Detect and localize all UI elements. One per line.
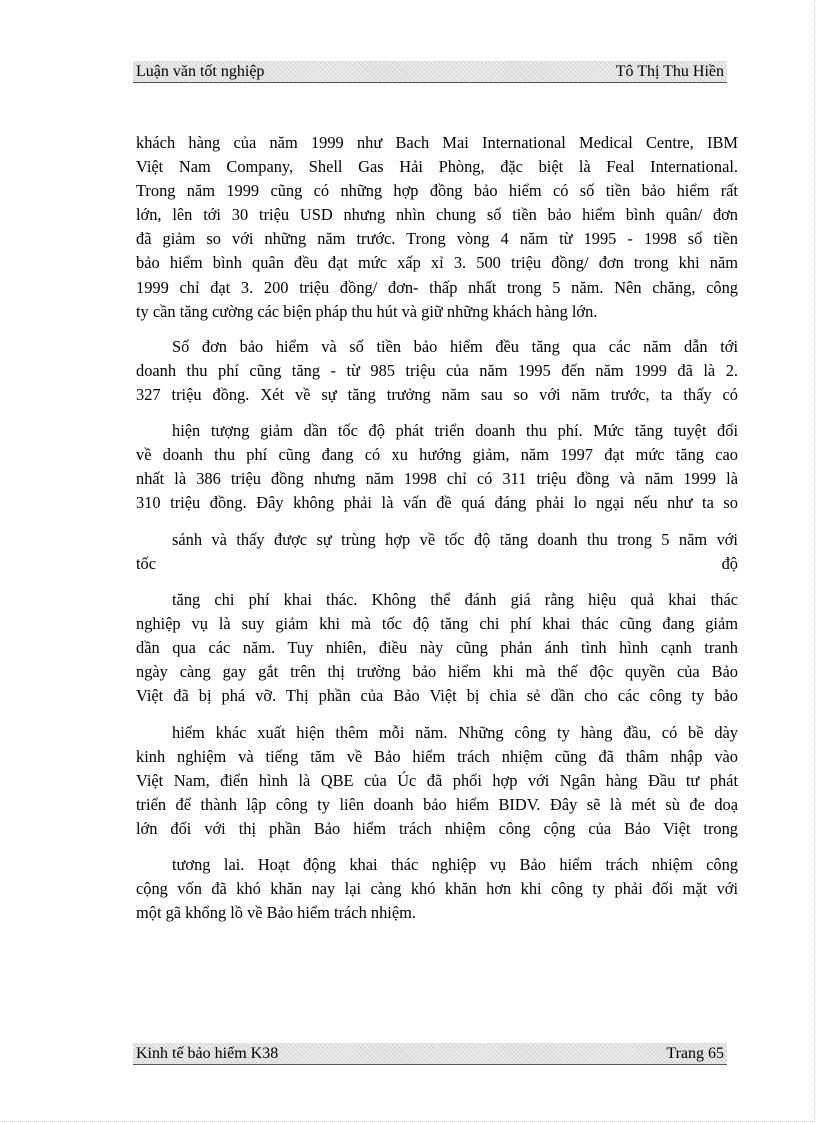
text-line: tương lai. Hoạt động khai thác nghiệp vụ Bảo hiểm trách nhiệm công bbox=[172, 855, 738, 874]
text-line: khách hàng của năm 1999 như Bach Mai International Medical Centre, IBM bbox=[136, 133, 738, 152]
paragraph bbox=[136, 853, 738, 925]
text-line: nhất là 386 triệu đồng nhưng năm 1998 chỉ có 311 triệu đồng và năm 1999 là bbox=[136, 469, 738, 489]
paragraph bbox=[136, 721, 738, 841]
text-line: về doanh thu phí cũng đang có xu hướng giảm, năm 1997 đạt mức tăng cao bbox=[136, 445, 738, 465]
text-line: Trong năm 1999 cũng có những hợp đồng bảo hiểm có số tiền bảo hiểm rất bbox=[136, 181, 738, 201]
header-author: Tô Thị Thu Hiền bbox=[615, 62, 724, 80]
text-line: Việt đã bị phá vỡ. Thị phần của Bảo Việt bị chia sẻ dần cho các công ty bảo bbox=[136, 686, 738, 706]
page-number: Trang 65 bbox=[666, 1044, 724, 1062]
text-line: hiểm khác xuất hiện thêm mỗi năm. Những công ty hàng đầu, có bề dày bbox=[172, 723, 738, 742]
paragraph bbox=[136, 131, 738, 324]
text-line: 310 triệu đồng. Đây không phải là vấn đề quá đáng phải lo ngại nếu như ta so bbox=[136, 493, 738, 513]
paragraph bbox=[136, 588, 738, 708]
header-left-title: Luận văn tốt nghiệp bbox=[136, 62, 265, 80]
footer-course: Kinh tế bảo hiểm K38 bbox=[136, 1044, 279, 1062]
text-line: kinh nghiệm và tiếng tăm về Bảo hiểm trách nhiệm cũng đã thâm nhập vào bbox=[136, 747, 738, 767]
text-line: đã giảm so với những năm trước. Trong vòng 4 năm từ 1995 - 1998 số tiền bbox=[136, 229, 738, 249]
text-line: nghiệp vụ là suy giảm khi mà tốc độ tăng chi phí khai thác cũng đang giảm bbox=[136, 614, 738, 634]
text-line: 1999 chỉ đạt 3. 200 triệu đồng/ đơn- thấp nhất trong 5 năm. Nên chăng, công bbox=[136, 277, 738, 297]
page-header bbox=[133, 61, 727, 83]
text-line: sánh và thấy được sự trùng hợp về tốc độ tăng doanh thu trong 5 năm với bbox=[172, 530, 738, 549]
text-line: tăng chi phí khai thác. Không thể đánh giá rằng hiệu quả khai thác bbox=[172, 590, 738, 609]
text-line: cộng vốn đã khó khăn nay lại càng khó khăn hơn khi công ty phải đối mặt với bbox=[136, 879, 738, 899]
text-line: Số đơn bảo hiểm và số tiền bảo hiểm đều tăng qua các năm dẫn tới bbox=[172, 337, 738, 356]
text-line: 327 triệu đồng. Xét về sự tăng trưởng năm sau so với năm trước, ta thấy có bbox=[136, 385, 738, 405]
paragraph bbox=[136, 335, 738, 407]
text-line: tốc độ bbox=[136, 554, 738, 574]
text-line: Việt Nam, điển hình là QBE của Úc đã phối hợp với Ngân hàng Đầu tư phát bbox=[136, 771, 738, 791]
text-line: hiện tượng giảm dần tốc độ phát triển doanh thu phí. Mức tăng tuyệt đối bbox=[172, 421, 738, 440]
text-line: ngày càng gay gắt trên thị trường bảo hiểm khi mà thế độc quyền của Bảo bbox=[136, 662, 738, 682]
text-line: dần qua các năm. Tuy nhiên, điều này cũng phản ánh tình hình cạnh tranh bbox=[136, 638, 738, 658]
text-line: Việt Nam Company, Shell Gas Hải Phòng, đặc biệt là Feal International. bbox=[136, 157, 738, 177]
text-line: một gã khổng lồ về Bảo hiểm trách nhiệm. bbox=[136, 903, 416, 923]
text-line: ty cần tăng cường các biện pháp thu hút và giữ những khách hàng lớn. bbox=[136, 301, 598, 321]
text-line: lớn, lên tới 30 triệu USD nhưng nhìn chung số tiền bảo hiểm bình quân/ đơn bbox=[136, 205, 738, 225]
text-line: triển để thành lập công ty liên doanh bảo hiểm BIDV. Đây sẽ là mét sù đe doạ bbox=[136, 795, 738, 815]
paragraph bbox=[136, 419, 738, 515]
page-footer bbox=[133, 1043, 727, 1065]
text-line: bảo hiểm bình quân đều đạt mức xấp xỉ 3. 500 triệu đồng/ đơn trong khi năm bbox=[136, 253, 738, 273]
paragraph bbox=[136, 528, 738, 576]
text-line: doanh thu phí cũng tăng - từ 985 triệu của năm 1995 đến năm 1999 đã là 2. bbox=[136, 361, 738, 381]
text-line: lớn đối với thị phần Bảo hiểm trách nhiệm công cộng của Bảo Việt trong bbox=[136, 819, 738, 839]
